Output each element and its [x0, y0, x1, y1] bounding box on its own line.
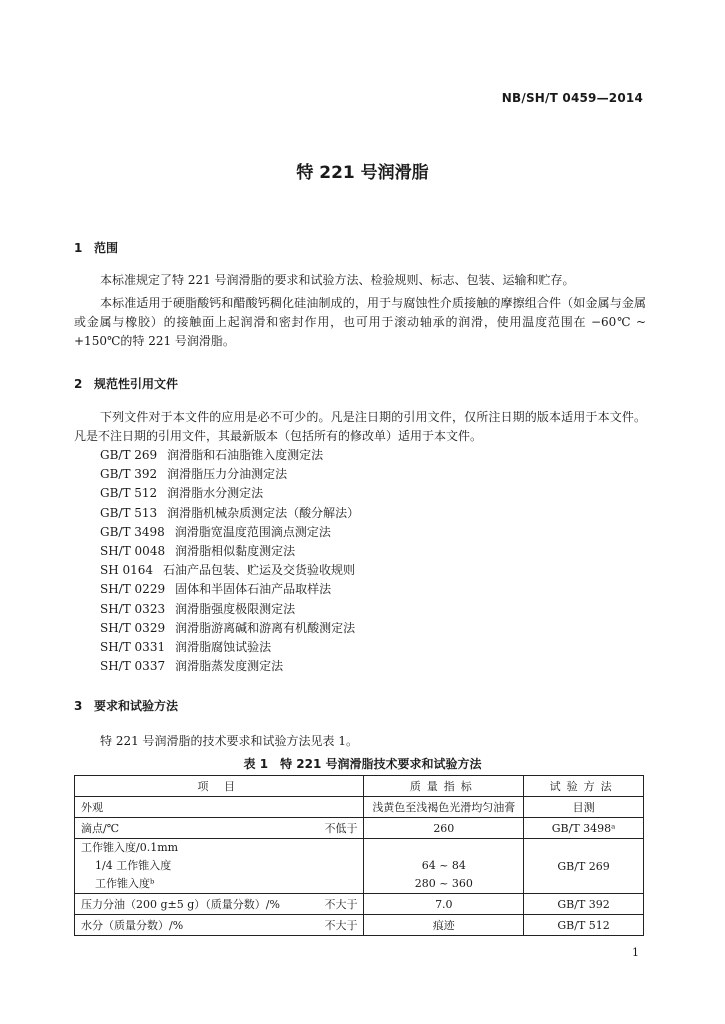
row-value: 7.0 — [364, 894, 524, 915]
reference-item — [100, 484, 359, 503]
row-item-main: 工作锥入度/0.1mm — [81, 841, 179, 854]
header-method: 试验方法 — [524, 776, 644, 797]
row-item: 水分（质量分数）/% — [75, 915, 305, 936]
reference-code: GB/T 269 — [100, 448, 158, 462]
table-number: 表 1 — [243, 757, 269, 771]
row-limit — [304, 797, 364, 818]
page-number: 1 — [632, 946, 639, 959]
table-row — [75, 839, 644, 894]
row-value — [364, 839, 524, 894]
row-value: 260 — [364, 818, 524, 839]
reference-item — [100, 523, 359, 542]
reference-title: 石油产品包装、贮运及交货验收规则 — [163, 563, 356, 578]
table-row — [75, 797, 644, 818]
scope-paragraph-1: 本标准规定了特 221 号润滑脂的要求和试验方法、检验规则、标志、包装、运输和贮存。 — [100, 273, 575, 287]
reference-item — [100, 619, 359, 638]
reference-item — [100, 600, 359, 619]
reference-title: 润滑脂腐蚀试验法 — [175, 639, 272, 654]
reference-code: SH 0164 — [100, 563, 154, 578]
row-value: 浅黄色至浅褐色光滑均匀油膏 — [364, 797, 524, 818]
reference-code: SH/T 0323 — [100, 601, 166, 616]
row-item: 压力分油（200 g±5 g）（质量分数）/% — [75, 894, 305, 915]
reference-title: 润滑脂水分测定法 — [167, 486, 264, 501]
reference-code: SH/T 0331 — [100, 639, 166, 654]
reference-title: 润滑脂宽温度范围滴点测定法 — [174, 524, 331, 539]
row-method: GB/T 3498ᵃ — [524, 818, 644, 839]
reference-item — [100, 657, 359, 676]
section-number: 3 — [74, 699, 83, 713]
row-item: 外观 — [75, 797, 305, 818]
header-item: 项 目 — [75, 776, 364, 797]
reference-title: 润滑脂蒸发度测定法 — [175, 659, 284, 674]
standard-number: NB/SH/T 0459—2014 — [501, 91, 643, 105]
section-title: 规范性引用文件 — [94, 377, 179, 391]
reference-item — [100, 561, 359, 580]
reference-code: SH/T 0337 — [100, 659, 166, 674]
reference-item — [100, 504, 359, 523]
reference-title: 润滑脂压力分油测定法 — [167, 467, 288, 482]
reference-title: 润滑脂机械杂质测定法（酸分解法） — [167, 505, 360, 520]
row-limit: 不大于 — [304, 915, 364, 936]
requirements-intro: 特 221 号润滑脂的技术要求和试验方法见表 1。 — [100, 734, 358, 748]
reference-code: SH/T 0229 — [100, 582, 166, 597]
row-method: GB/T 392 — [524, 894, 644, 915]
section-3-heading — [74, 697, 178, 714]
row-sub-item: 1/4 工作锥入度 — [95, 859, 172, 872]
reference-code: SH/T 0048 — [100, 543, 166, 558]
table-row — [75, 894, 644, 915]
reference-title: 润滑脂强度极限测定法 — [175, 601, 296, 616]
reference-title: 固体和半固体石油产品取样法 — [175, 582, 332, 597]
reference-item — [100, 638, 359, 657]
row-value: 痕迹 — [364, 915, 524, 936]
row-sub-item: 工作锥入度ᵇ — [95, 877, 155, 890]
scope-paragraph-2: 本标准适用于硬脂酸钙和醋酸钙稠化硅油制成的，用于与腐蚀性介质接触的摩擦组合件（如金属与金属或金属与橡胶）的接触面上起润滑和密封作用，也可用于滚动轴承的润滑，使用温度范围在 −60℃ ~ +150℃的特 221 号润滑脂。 — [74, 296, 646, 348]
row-limit: 不大于 — [304, 894, 364, 915]
row-method: GB/T 269 — [524, 839, 644, 894]
spec-table — [74, 775, 644, 936]
reference-title: 润滑脂游离碱和游离有机酸测定法 — [175, 620, 356, 635]
section-number: 1 — [74, 241, 83, 255]
reference-title: 润滑脂相似黏度测定法 — [175, 543, 296, 558]
table-row — [75, 818, 644, 839]
reference-item — [100, 580, 359, 599]
row-limit: 不低于 — [304, 818, 364, 839]
row-method: GB/T 512 — [524, 915, 644, 936]
reference-code: GB/T 513 — [100, 505, 158, 520]
document-title: 特 221 号润滑脂 — [296, 163, 429, 183]
reference-item — [100, 465, 359, 484]
row-method: 目测 — [524, 797, 644, 818]
row-value-line: 280 ~ 360 — [414, 877, 473, 890]
row-value-line: 64 ~ 84 — [421, 859, 466, 872]
normative-intro: 下列文件对于本文件的应用是必不可少的。凡是注日期的引用文件，仅所注日期的版本适用于本文件。凡是不注日期的引用文件，其最新版本（包括所有的修改单）适用于本文件。 — [74, 410, 646, 443]
table-row — [75, 915, 644, 936]
reference-code: GB/T 512 — [100, 486, 158, 501]
row-item — [75, 839, 305, 894]
table-header-row — [75, 776, 644, 797]
section-number: 2 — [74, 377, 83, 391]
reference-title: 润滑脂和石油脂锥入度测定法 — [167, 448, 324, 462]
reference-code: GB/T 392 — [100, 467, 158, 482]
reference-code: GB/T 3498 — [100, 524, 165, 539]
reference-item — [100, 542, 359, 561]
section-2-heading — [74, 375, 178, 392]
table-caption — [0, 755, 725, 772]
reference-list — [100, 446, 359, 676]
table-title: 特 221 号润滑脂技术要求和试验方法 — [280, 757, 482, 771]
reference-code: SH/T 0329 — [100, 620, 166, 635]
header-quality: 质量指标 — [364, 776, 524, 797]
section-title: 要求和试验方法 — [94, 699, 179, 713]
reference-item — [100, 446, 359, 465]
row-limit — [304, 839, 364, 894]
section-title: 范围 — [94, 241, 119, 255]
section-1-heading — [74, 239, 118, 256]
row-item: 滴点/℃ — [75, 818, 305, 839]
